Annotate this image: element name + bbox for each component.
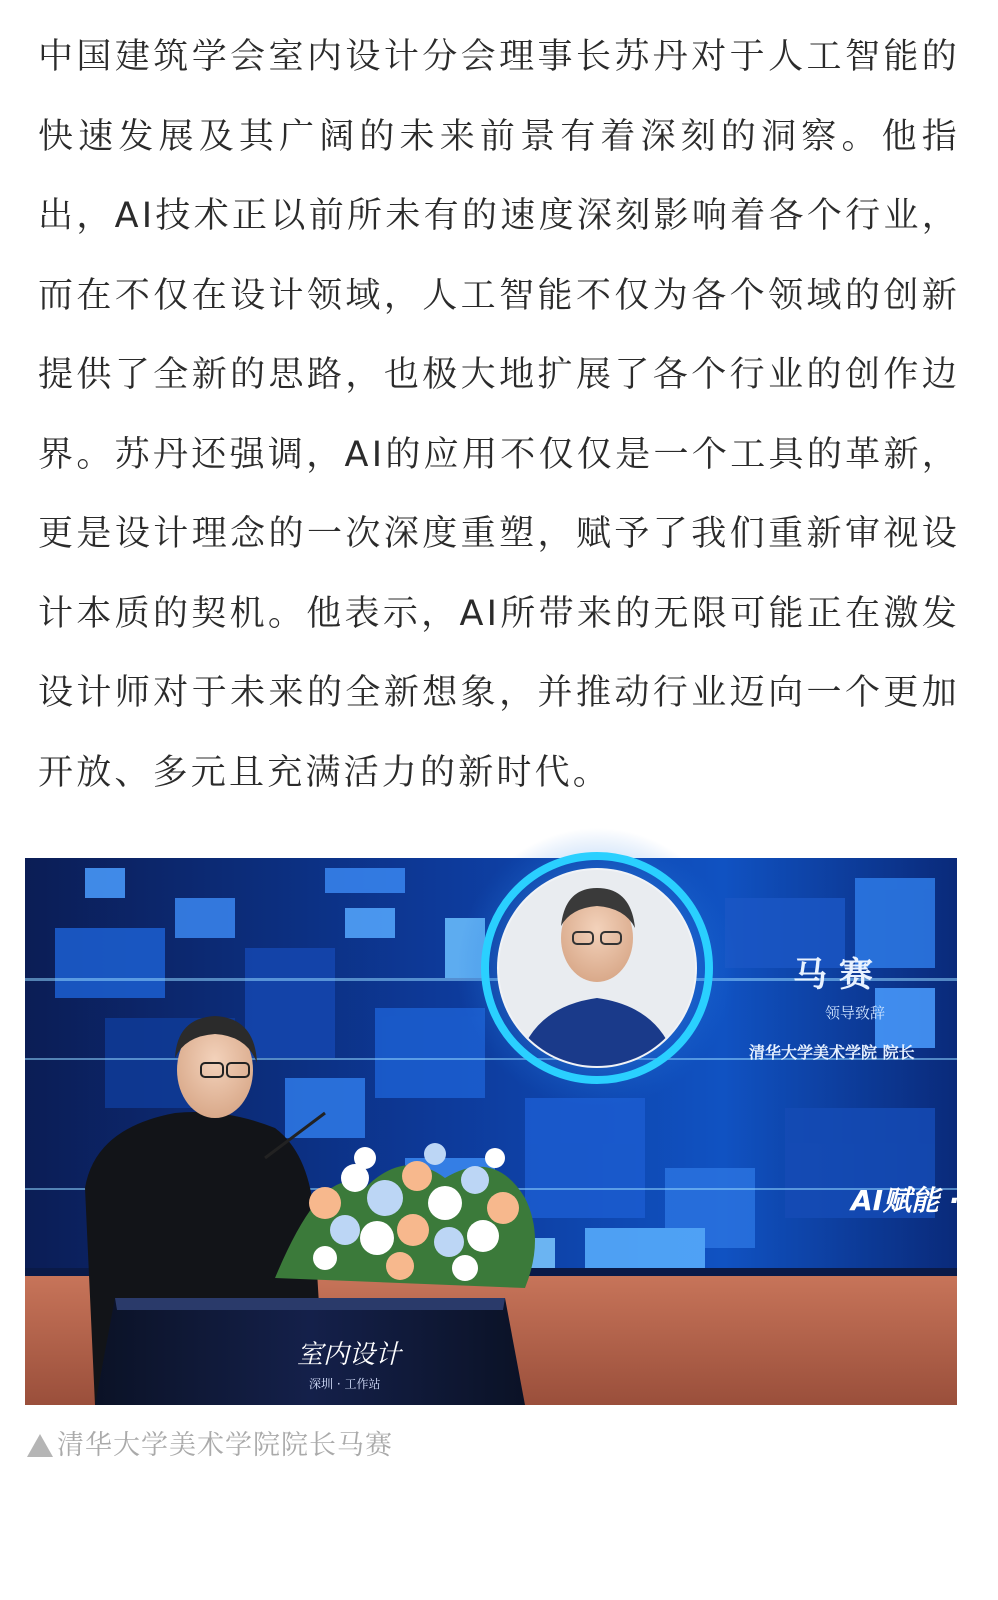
podium-sub-text: 深圳 · 工作站 — [309, 1377, 381, 1391]
caption-text: 清华大学美术学院院长马赛 — [57, 1430, 393, 1461]
photo-scene — [25, 858, 998, 1405]
event-photo — [25, 858, 998, 1405]
screen-org-text: 清华大学美术学院 院长 — [749, 1043, 915, 1062]
article-paragraph: 中国建筑学会室内设计分会理事长苏丹对于人工智能的快速发展及其广阔的未来前景有着深刻的洞察。他指出，AI技术正以前所未有的速度深刻影响着各个行业，而在不仅在设计领域，人工智能不仅为各个领域的创新提供了全新的思路，也极大地扩展了各个行业的创作边界。苏丹还强调，AI的应用不仅仅是一个工具的革新，更是设计理念的一次深度重塑，赋予了我们重新审视设计本质的契机。他表示，AI所带来的无限可能正在激发设计师对于未来的全新想象，并推动行业迈向一个更加开放、多元且充满活力的新时代。 — [38, 37, 960, 793]
podium-top-edge — [115, 1298, 505, 1310]
photo-caption — [27, 1424, 927, 1468]
screen-name-text: 马 赛 — [793, 955, 873, 995]
podium-logo-text: 室内设计 — [297, 1340, 402, 1370]
screen-slogan-text: AI赋能 · 设 — [851, 1184, 998, 1217]
screen-role-text: 领导致辞 — [825, 1004, 886, 1022]
triangle-up-icon — [27, 1434, 53, 1457]
article-body — [38, 0, 960, 813]
